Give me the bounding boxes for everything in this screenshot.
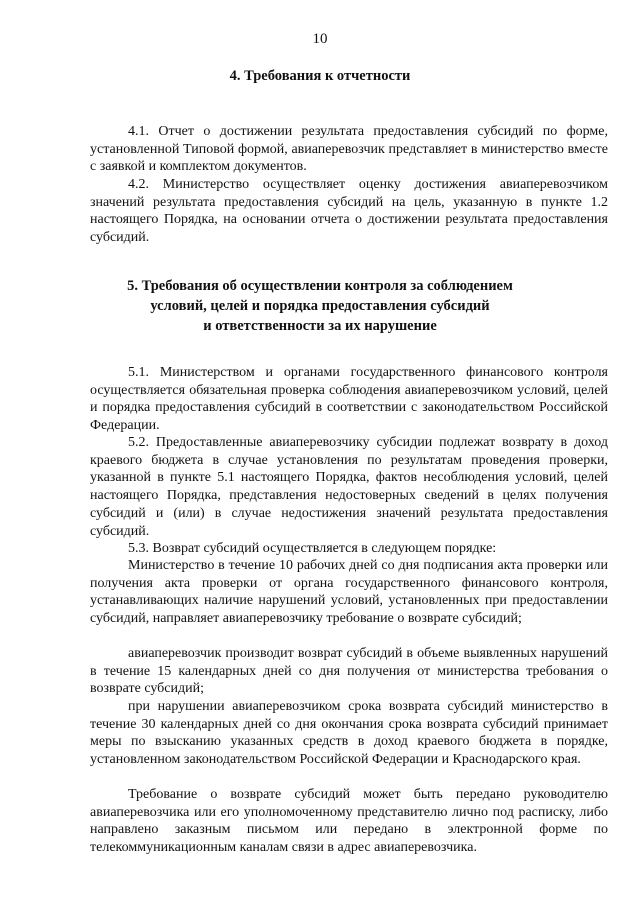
section-5-title-line: 5. Требования об осуществлении контроля за соблюдением [127,278,513,294]
section-5-heading [0,276,640,336]
paragraph-5-3: 5.3. Возврат субсидий осуществляется в следующем порядке: [128,541,497,556]
section-4-title: 4. Требования к отчетности [229,68,411,84]
paragraph-5-3-carrier: авиаперевозчик производит возврат субсидий в объеме выявленных нарушений в течение 15 календарных дней со дня получения от министерства требования о возврате субсидий; [90,646,608,697]
paragraph-5-3-ministry: Министерство в течение 10 рабочих дней со дня подписания акта проверки или получения акта проверки от органа государственного финансового контроля, устанавливающих наличие нарушений условий, установленных при предоставлении субсидий, направляет авиаперевозчику требование о возврате субсидий; [90,558,608,627]
section-4-heading [0,66,640,86]
page-number: 10 [312,31,328,47]
paragraph-4-2: 4.2. Министерство осуществляет оценку достижения авиаперевозчиком значений результата предоставления субсидий на цель, указанную в пункте 1.2 настоящего Порядка, на основании отчета о достижении результата предоставления субсидий. [90,177,608,246]
paragraph-5-1: 5.1. Министерством и органами государственного финансового контроля осуществляется обязательная проверка соблюдения авиаперевозчиком условий, целей и порядка предоставления субсидий в соответствии с законодательством Российской Федерации. [90,365,608,434]
paragraph-5-2: 5.2. Предоставленные авиаперевозчику субсидии подлежат возврату в доход краевого бюджета в случае установления по результатам проведения проверки, указанной в пункте 5.1 настоящего Порядка, фактов несоблюдения условий, целей настоящего Порядка, представления недостоверных сведений в целях получения субсидий и (или) в случае недостижения значений результата предоставления субсидий. [90,435,608,539]
section-5-title-line: условий, целей и порядка предоставления субсидий [150,298,490,314]
paragraph-5-3-violation: при нарушении авиаперевозчиком срока возврата субсидий министерство в течение 30 календарных дней со дня окончания срока возврата субсидий принимает меры по взысканию указанных средств в доход краевого бюджета в порядке, установленном законодательством Российской Федерации и Краснодарского края. [90,699,608,768]
section-5-title-line: и ответственности за их нарушение [203,318,437,334]
paragraph-4-1: 4.1. Отчет о достижении результата предоставления субсидий по форме, установленной Типовой формой, авиаперевозчик представляет в министерство вместе с заявкой и комплектом документов. [90,124,608,175]
paragraph-5-3-demand: Требование о возврате субсидий может быть передано руководителю авиаперевозчика или его уполномоченному представителю лично под расписку, либо направлено заказным письмом или передано в электронной форме по телекоммуникационным каналам связи в адрес авиаперевозчика. [90,787,608,856]
